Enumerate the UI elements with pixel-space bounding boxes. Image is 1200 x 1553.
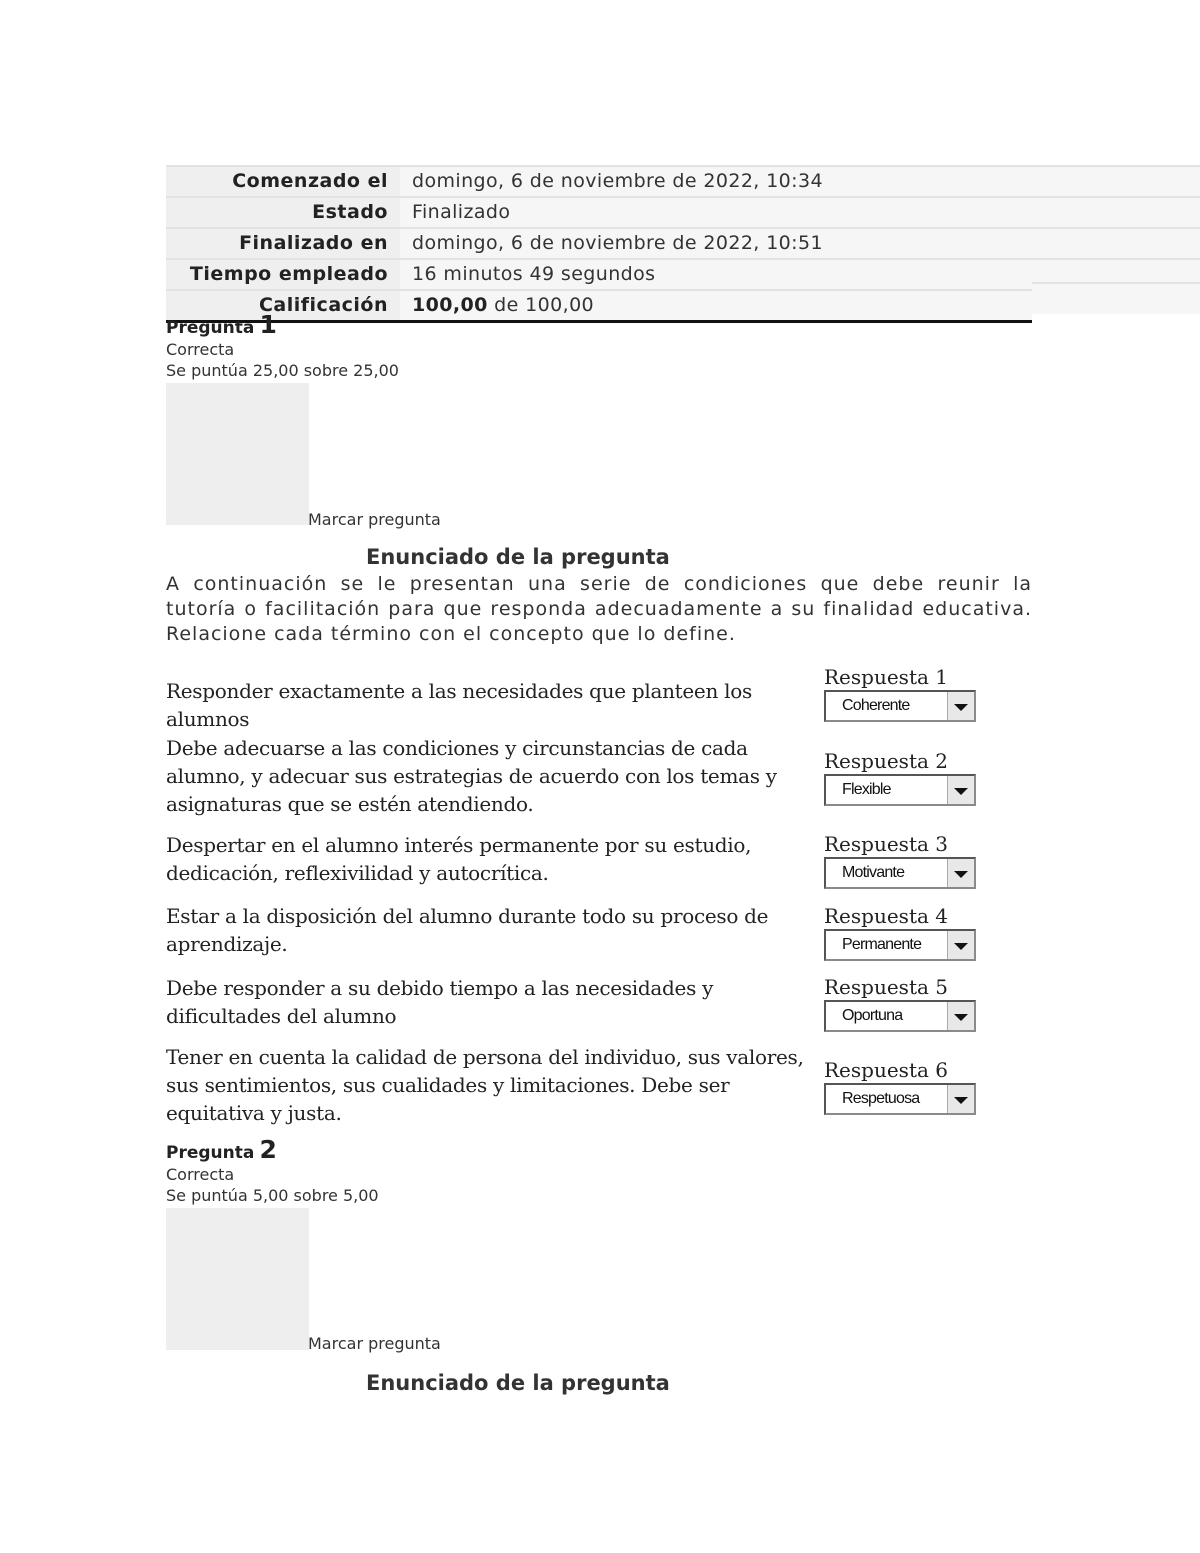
summary-row-finished	[166, 227, 1200, 258]
flag-question-link[interactable]: Marcar pregunta	[308, 510, 441, 529]
answer-selected-value: Motivante	[842, 864, 905, 881]
question-title: Enunciado de la pregunta	[366, 1371, 670, 1395]
question-info-box	[166, 383, 309, 525]
answer-2	[824, 750, 984, 806]
chevron-down-icon[interactable]	[947, 1085, 974, 1113]
answer-select-1[interactable]	[824, 690, 976, 722]
answer-label: Respuesta 1	[824, 665, 948, 689]
question-status: Correcta	[166, 1165, 235, 1184]
grade-score: 100,00	[412, 294, 488, 316]
summary-value: domingo, 6 de noviembre de 2022, 10:51	[412, 232, 823, 254]
chevron-down-icon[interactable]	[947, 859, 974, 887]
chevron-down-icon[interactable]	[947, 776, 974, 804]
match-prompt-3: Despertar en el alumno interés permanente por su estudio, dedicación, reflexivilidad y autocrítica.	[166, 833, 752, 885]
chevron-down-icon[interactable]	[947, 931, 974, 959]
answer-label: Respuesta 2	[824, 749, 948, 773]
match-prompt-5: Debe responder a su debido tiempo a las necesidades y dificultades del alumno	[166, 976, 714, 1028]
summary-value	[400, 291, 1032, 320]
question-info-2	[166, 1135, 379, 1206]
match-prompt-1: Responder exactamente a las necesidades que planteen los alumnos	[166, 679, 752, 731]
question-points: Se puntúa 25,00 sobre 25,00	[166, 361, 399, 380]
question-text: A continuación se le presentan una serie de condiciones que debe reunir la tutoría o facilitación para que responda adecuadamente a su finalidad educativa. Relacione cada término con el concepto que lo define.	[166, 573, 1032, 645]
question-info-box	[166, 1208, 309, 1350]
answer-selected-value: Permanente	[842, 936, 922, 953]
answer-selected-value: Respetuosa	[842, 1090, 920, 1107]
answer-1	[824, 666, 984, 722]
flag-question-link[interactable]: Marcar pregunta	[308, 1334, 441, 1353]
match-prompt-6: Tener en cuenta la calidad de persona del individuo, sus valores, sus sentimientos, sus cualidades y limitaciones. Debe ser equitativa y justa.	[166, 1045, 804, 1125]
question-title: Enunciado de la pregunta	[366, 545, 670, 569]
answer-selected-value: Flexible	[842, 781, 891, 798]
answer-select-6[interactable]	[824, 1083, 976, 1115]
answer-selected-value: Coherente	[842, 697, 910, 714]
answer-select-5[interactable]	[824, 1000, 976, 1032]
summary-label: Finalizado en	[166, 229, 400, 258]
question-number: 1	[259, 310, 277, 339]
match-prompt-4: Estar a la disposición del alumno durante todo su proceso de aprendizaje.	[166, 904, 769, 956]
summary-row-tail	[1032, 282, 1200, 314]
answer-select-3[interactable]	[824, 857, 976, 889]
summary-label: Calificación	[166, 291, 400, 320]
question-status: Correcta	[166, 340, 235, 359]
answer-label: Respuesta 6	[824, 1058, 948, 1082]
grade-max: de 100,00	[487, 294, 595, 316]
answer-selected-value: Oportuna	[842, 1007, 903, 1024]
summary-label: Estado	[166, 198, 400, 227]
summary-label: Comenzado el	[166, 167, 400, 196]
match-prompt-2: Debe adecuarse a las condiciones y circunstancias de cada alumno, y adecuar sus estrategias de acuerdo con los temas y asignaturas que se estén atendiendo.	[166, 736, 777, 816]
chevron-down-icon[interactable]	[947, 1002, 974, 1030]
answer-3	[824, 833, 984, 889]
summary-label: Tiempo empleado	[166, 260, 400, 289]
question-points: Se puntúa 5,00 sobre 5,00	[166, 1186, 379, 1205]
answer-4	[824, 905, 984, 961]
attempt-summary-table	[166, 165, 1200, 323]
question-number: 2	[259, 1135, 277, 1164]
question-label: Pregunta	[166, 1143, 255, 1163]
summary-value: domingo, 6 de noviembre de 2022, 10:34	[412, 170, 823, 192]
answer-label: Respuesta 5	[824, 975, 948, 999]
answer-select-2[interactable]	[824, 774, 976, 806]
answer-6	[824, 1059, 984, 1115]
summary-value: Finalizado	[412, 201, 511, 223]
answer-label: Respuesta 4	[824, 904, 948, 928]
summary-value: 16 minutos 49 segundos	[412, 263, 656, 285]
question-info-1	[166, 310, 399, 381]
summary-row-started	[166, 165, 1200, 196]
chevron-down-icon[interactable]	[947, 692, 974, 720]
answer-5	[824, 976, 984, 1032]
answer-label: Respuesta 3	[824, 832, 948, 856]
question-label: Pregunta	[166, 318, 255, 338]
answer-select-4[interactable]	[824, 929, 976, 961]
summary-row-state	[166, 196, 1200, 227]
